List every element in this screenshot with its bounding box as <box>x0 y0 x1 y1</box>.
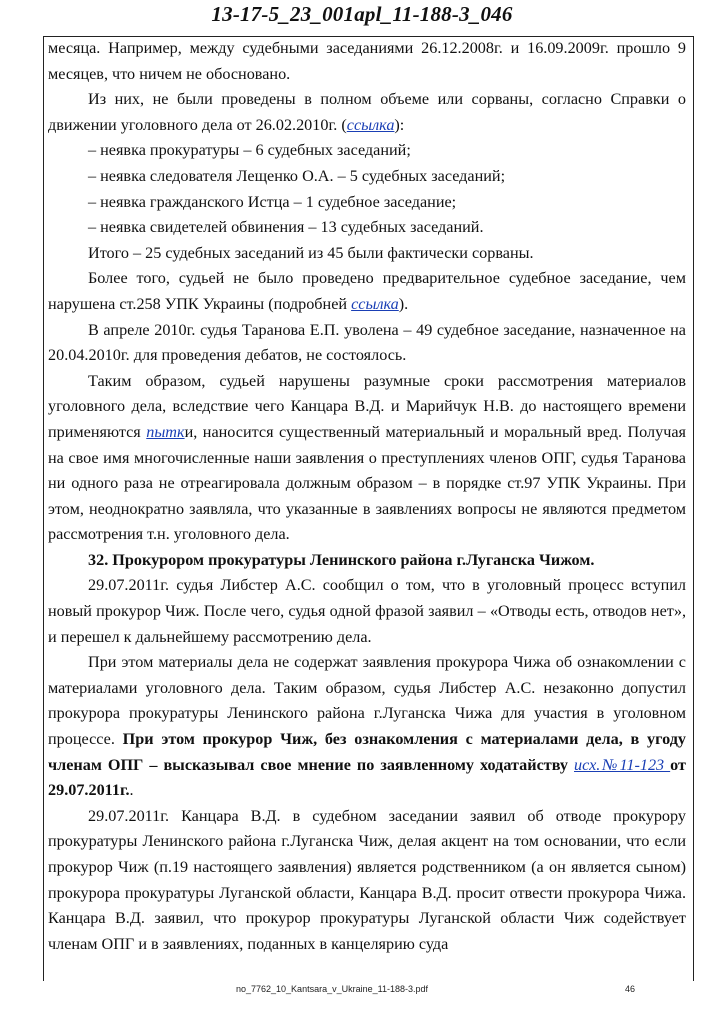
list-item: – неявка следователя Лещенко О.А. – 5 судебных заседаний; <box>88 166 506 185</box>
list-item: – неявка свидетелей обвинения – 13 судебных заседаний. <box>88 218 484 237</box>
paragraph-2-text: Из них, не были проведены в полном объеме или сорваны, согласно Справки о движении уголовного дела от 26.02.2010г. ( <box>48 90 686 134</box>
document-body <box>48 36 686 957</box>
paragraph-7: 29.07.2011г. судья Либстер А.С. сообщил о том, что в уголовный процесс вступил новый прокурор Чиж. После чего, судья одной фразой заявил – «Отводы есть, отводов нет», и перешел к дальнейшему рассмотрению дела. <box>48 576 686 646</box>
paragraph-8 <box>48 650 686 804</box>
paragraph-9: 29.07.2011г. Канцара В.Д. в судебном заседании заявил об отводе прокурору прокуратуры Ленинского района г.Луганска Чиж, делая акцент на том основании, что если прокурор Чиж (п.19 настоящего заявления) является родственником (а он является сыном) прокурора прокуратуры Луганской области, Канцара В.Д. просит отвести прокурора Чижа. Канцара В.Д. заявил, что прокурор прокуратуры Луганской области Чиж содействует членам ОПГ и в заявлениях, поданных в канцелярию суда <box>48 806 686 953</box>
section-title <box>48 548 686 574</box>
paragraph-2 <box>48 87 686 138</box>
paragraph-6-text: Таким образом, судьей нарушены разумные сроки рассмотрения материалов уголовного дела, вследствие чего Канцара В.Д. и Марийчук Н.В. до настоящего времени применяются <box>48 371 686 441</box>
reference-link-2[interactable]: ссылка <box>351 294 399 313</box>
paragraph-6 <box>48 369 686 548</box>
torture-link[interactable]: пытк <box>146 422 185 441</box>
paragraph-8-text: При этом материалы дела не содержат заявления прокурора Чижа об ознакомлении с материалами уголовного дела. Таким образом, судья Либстер А.С. незаконно допустил прокурора прокуратуры Ленинского района г.Луганска Чижа для участия в уголовном процессе. <box>48 653 686 749</box>
reference-link-1[interactable]: ссылка <box>346 115 395 134</box>
paragraph-1: месяца. Например, между судебными заседаниями 26.12.2008г. и 16.09.2009г. прошло 9 месяцев, что ничем не обосновано. <box>48 39 686 83</box>
document-header-title: 13-17-5_23_001apl_11-188-3_046 <box>211 2 513 26</box>
paragraph-4-text: Более того, судьей не было проведено предварительное судебное заседание, чем нарушена ст.258 УПК Украины (подробней <box>48 269 686 313</box>
paragraph-8-bold-end: от 29.07.2011г. <box>48 755 686 800</box>
paragraph-4 <box>48 266 686 317</box>
footer-page-number: 46 <box>625 984 636 994</box>
paragraph-4-end: ). <box>398 294 409 313</box>
section-title-text: 32. Прокурором прокуратуры Ленинского района г.Луганска Чижом. <box>88 550 595 569</box>
paragraph-5: В апреле 2010г. судья Таранова Е.П. уволена – 49 судебное заседание, назначенное на 20.04.2010г. для проведения дебатов, не состоялось. <box>48 320 686 365</box>
outgoing-doc-link[interactable]: исх.№11-123 <box>574 755 671 774</box>
footer-filename: no_7762_10_Kantsara_v_Ukraine_11-188-3.pdf <box>236 984 428 994</box>
paragraph-3: Итого – 25 судебных заседаний из 45 были фактически сорваны. <box>88 243 534 262</box>
paragraph-2-end: ): <box>394 115 405 134</box>
paragraph-8-bold: При этом прокурор Чиж, без ознакомления с материалами дела, в угоду членам ОПГ – высказывал свое мнение по заявленному ходатайству <box>48 730 686 774</box>
paragraph-6-rest: и, наносится существенный материальный и моральный вред. Получая на свое имя многочисленные наши заявления о преступлениях членов ОПГ, судья Таранова ни одного раза не отреагировала должным образом – в порядке ст.97 УПК Украины. При этом, неоднократно заявляла, что указанные в заявлениях вопросы не являются предметом рассмотрения т.н. уголовного дела. <box>48 422 686 544</box>
list-item: – неявка прокуратуры – 6 судебных заседаний; <box>88 141 411 160</box>
list-item: – неявка гражданского Истца – 1 судебное заседание; <box>88 192 457 211</box>
paragraph-8-period: . <box>129 781 134 800</box>
